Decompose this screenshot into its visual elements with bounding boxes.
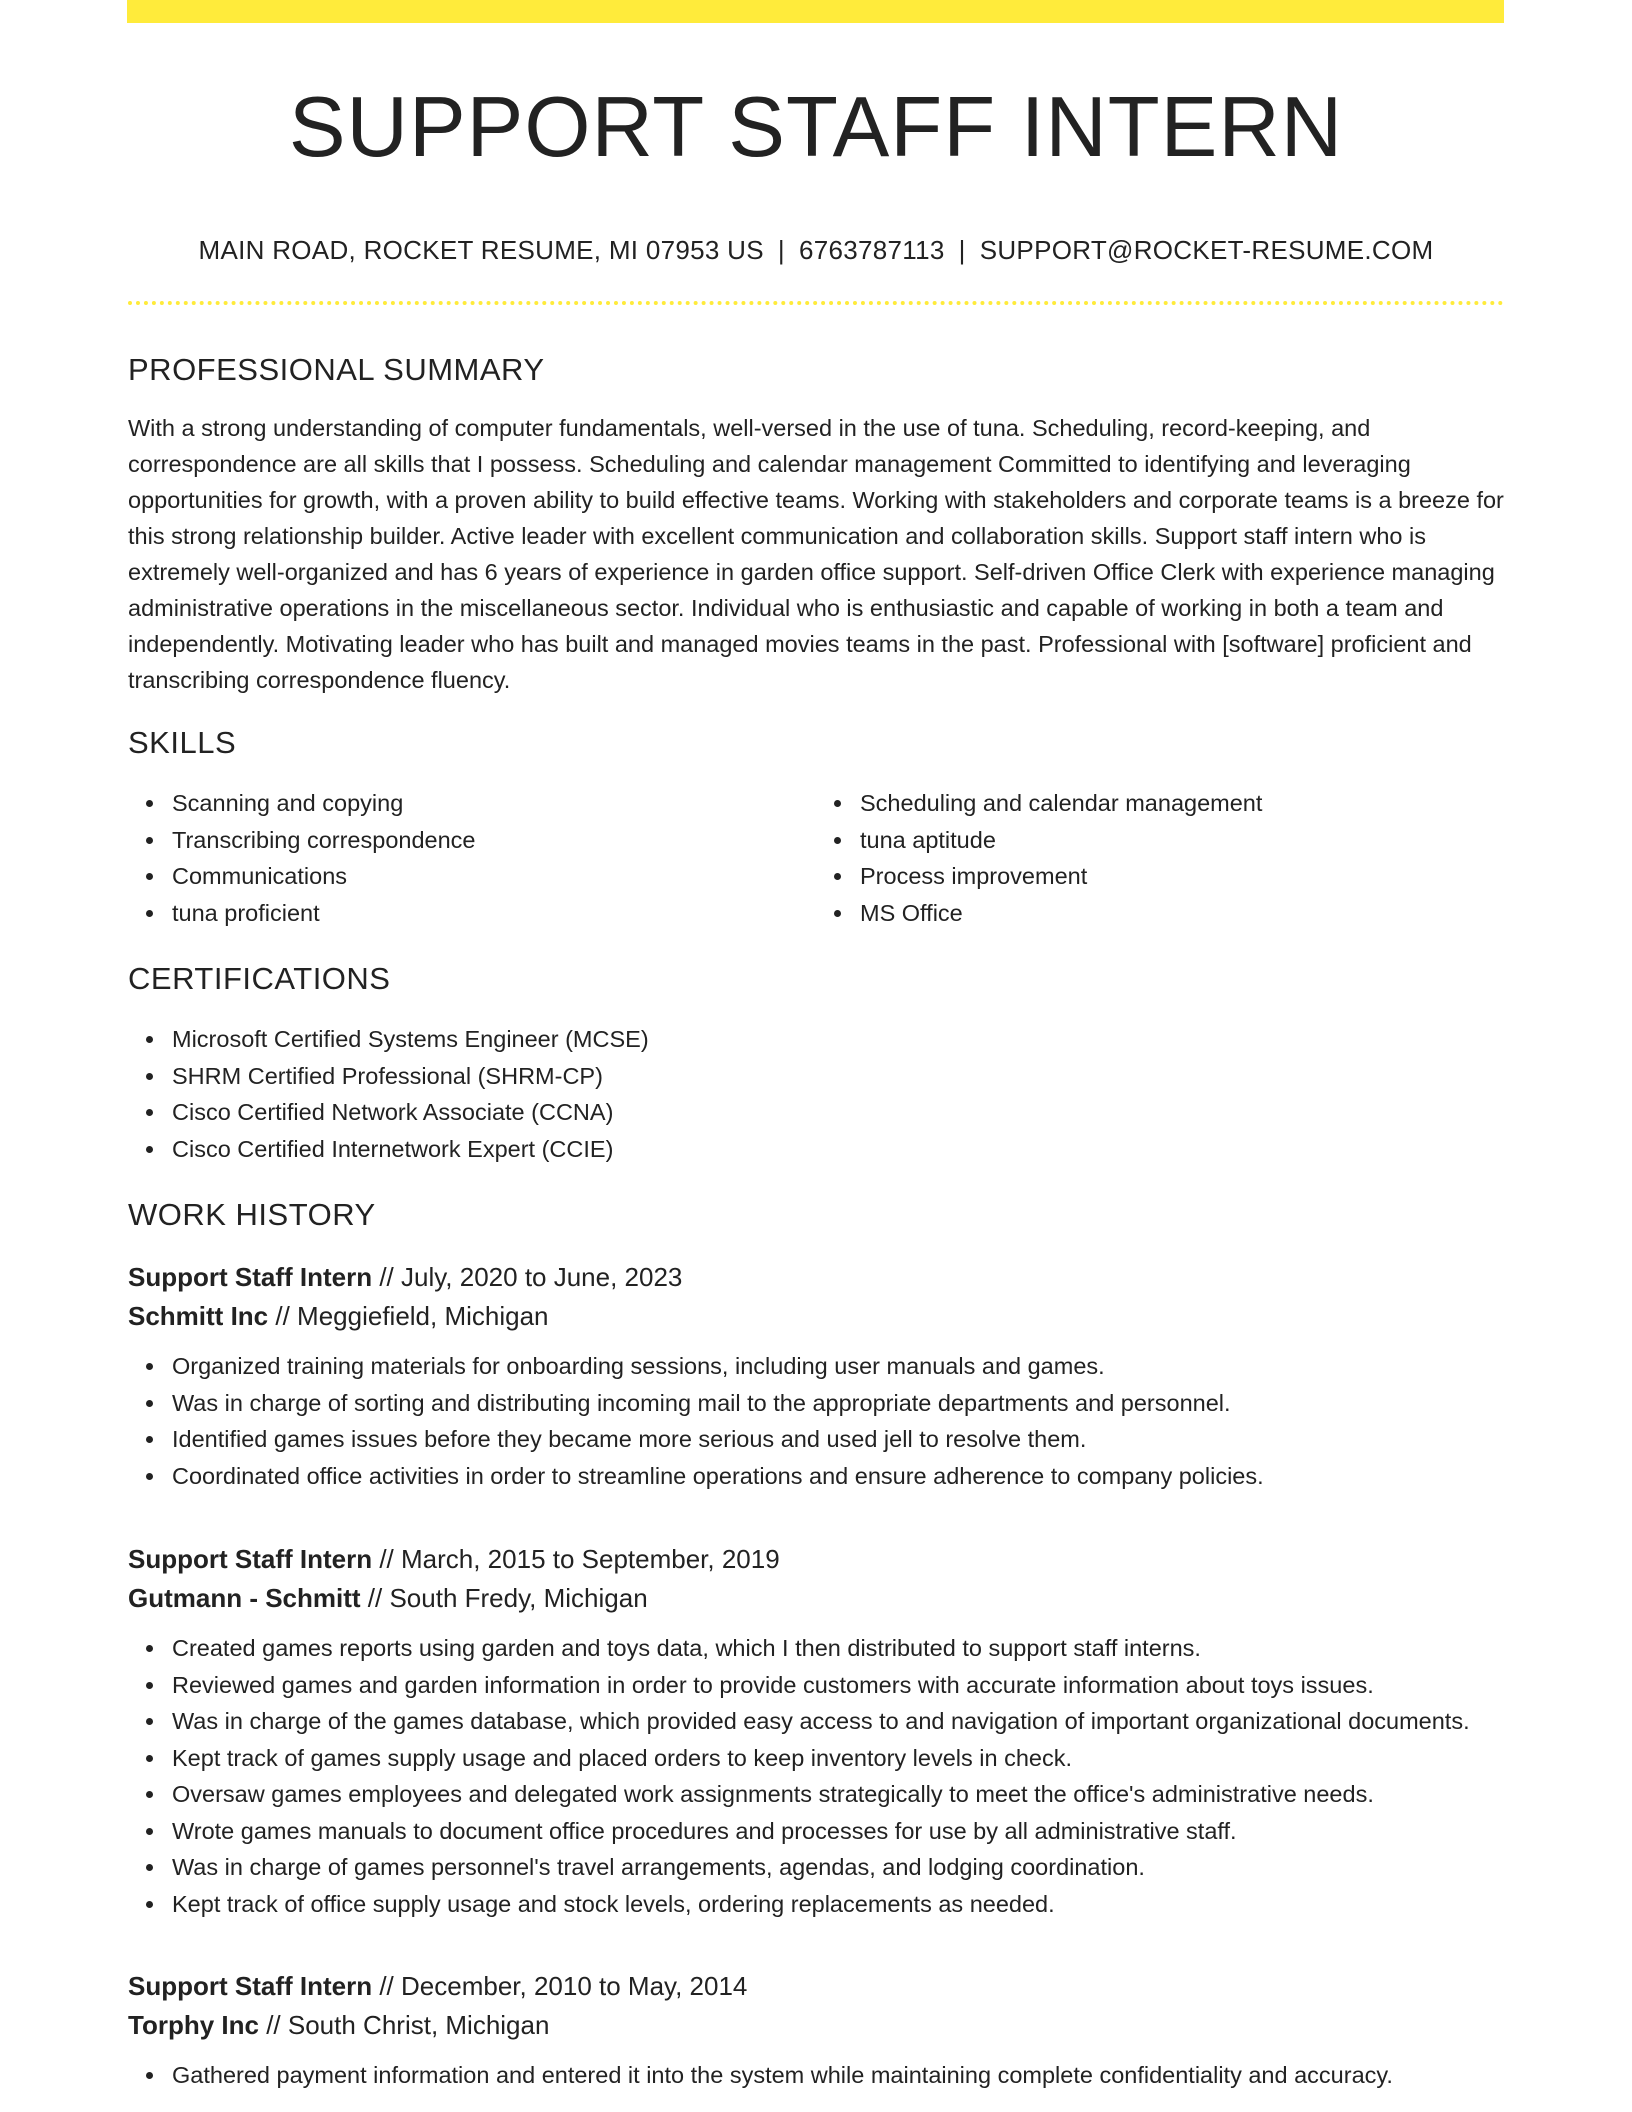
job-bullet: Was in charge of sorting and distributing incoming mail to the appropriate departments and personnel. (172, 1385, 1504, 1422)
job-dates: March, 2015 to September, 2019 (401, 1544, 780, 1574)
job-location: Meggiefield, Michigan (297, 1300, 549, 1331)
job-company-line (128, 1297, 1504, 1336)
skill-item: Transcribing correspondence (172, 822, 816, 859)
job-title-line (128, 1258, 1504, 1297)
job-bullet-list (128, 1348, 1504, 1494)
job-location: South Fredy, Michigan (389, 1582, 648, 1613)
job-bullet: Gathered payment information and entered it into the system while maintaining complete confidentiality and accuracy. (172, 2057, 1504, 2094)
job-bullet: Created games reports using garden and toys data, which I then distributed to support staff interns. (172, 1630, 1504, 1667)
resume-name: SUPPORT STAFF INTERN (288, 80, 1344, 175)
job-bullet: Was in charge of the games database, which provided easy access to and navigation of important organizational documents. (172, 1703, 1504, 1740)
job-delimiter: // (268, 1300, 298, 1331)
skills-heading: SKILLS (128, 725, 237, 760)
job-delimiter: // (372, 1971, 401, 2001)
job-company: Schmitt Inc (128, 1300, 269, 1331)
certification-item: Cisco Certified Internetwork Expert (CCIE) (172, 1131, 1504, 1168)
skill-item: Communications (172, 858, 816, 895)
dotted-divider (128, 301, 1504, 305)
job-bullet: Organized training materials for onboarding sessions, including user manuals and games. (172, 1348, 1504, 1385)
job-entry (128, 1967, 1504, 2094)
job-bullet: Reviewed games and garden information in order to provide customers with accurate information about toys issues. (172, 1667, 1504, 1704)
skill-item: Scheduling and calendar management (860, 785, 1504, 822)
certifications-list (128, 1021, 1504, 1167)
work-history-heading: WORK HISTORY (128, 1197, 376, 1232)
skills-right-list (816, 785, 1504, 931)
job-company: Gutmann - Schmitt (128, 1582, 361, 1613)
job-dates: July, 2020 to June, 2023 (401, 1262, 683, 1292)
skill-item: MS Office (860, 895, 1504, 932)
job-bullet: Kept track of office supply usage and stock levels, ordering replacements as needed. (172, 1886, 1504, 1923)
job-bullet: Coordinated office activities in order to streamline operations and ensure adherence to company policies. (172, 1458, 1504, 1495)
contact-separator: | (958, 235, 966, 265)
job-title: Support Staff Intern (128, 1971, 373, 2001)
job-bullet: Kept track of games supply usage and placed orders to keep inventory levels in check. (172, 1740, 1504, 1777)
certification-item: Microsoft Certified Systems Engineer (MCSE) (172, 1021, 1504, 1058)
skills-left-list (128, 785, 816, 931)
job-delimiter: // (372, 1544, 401, 1574)
job-title-line (128, 1967, 1504, 2006)
skill-item: tuna proficient (172, 895, 816, 932)
job-title: Support Staff Intern (128, 1544, 373, 1574)
job-delimiter: // (258, 2009, 288, 2040)
job-delimiter: // (360, 1582, 390, 1613)
contact-phone: 6763787113 (798, 235, 945, 265)
contact-separator: | (777, 235, 785, 265)
contact-email: SUPPORT@ROCKET-RESUME.COM (979, 235, 1434, 265)
job-delimiter: // (372, 1262, 401, 1292)
job-company: Torphy Inc (128, 2009, 259, 2040)
job-dates: December, 2010 to May, 2014 (401, 1971, 748, 2001)
job-title-line (128, 1540, 1504, 1579)
summary-text: With a strong understanding of computer fundamentals, well-versed in the use of tuna. Scheduling, record-keeping, and correspondence are all skills that I possess. Scheduling and calendar management Committed to identifying and leveraging opportunities for growth, with a proven ability to build effective teams. Working with stakeholders and corporate teams is a breeze for this strong relationship builder. Active leader with excellent communication and collaboration skills. Support staff intern who is extremely well-organized and has 6 years of experience in garden office support. Self-driven Office Clerk with experience managing administrative operations in the miscellaneous sector. Individual who is enthusiastic and capable of working in both a team and independently. Motivating leader who has built and managed movies teams in the past. Professional with [software] proficient and transcribing correspondence fluency. (128, 415, 1504, 693)
job-location: South Christ, Michigan (287, 2009, 550, 2040)
contact-address: MAIN ROAD, ROCKET RESUME, MI 07953 US (198, 235, 764, 265)
skills-columns (128, 785, 1504, 931)
job-bullet-list (128, 1630, 1504, 1922)
certifications-heading: CERTIFICATIONS (128, 961, 391, 996)
job-bullet: Identified games issues before they became more serious and used jell to resolve them. (172, 1421, 1504, 1458)
contact-line (128, 234, 1504, 266)
certification-item: SHRM Certified Professional (SHRM-CP) (172, 1058, 1504, 1095)
resume-content (128, 0, 1504, 2094)
certification-item: Cisco Certified Network Associate (CCNA) (172, 1094, 1504, 1131)
job-bullet: Wrote games manuals to document office procedures and processes for use by all administrative staff. (172, 1813, 1504, 1850)
job-bullet: Oversaw games employees and delegated work assignments strategically to meet the office's administrative needs. (172, 1776, 1504, 1813)
job-company-line (128, 2006, 1504, 2045)
job-entry (128, 1258, 1504, 1494)
skill-item: Scanning and copying (172, 785, 816, 822)
summary-heading: PROFESSIONAL SUMMARY (128, 352, 545, 387)
skill-item: Process improvement (860, 858, 1504, 895)
job-title: Support Staff Intern (128, 1262, 373, 1292)
skill-item: tuna aptitude (860, 822, 1504, 859)
job-bullet: Was in charge of games personnel's travel arrangements, agendas, and lodging coordination. (172, 1849, 1504, 1886)
job-company-line (128, 1579, 1504, 1618)
job-bullet-list (128, 2057, 1504, 2094)
job-entry (128, 1540, 1504, 1922)
